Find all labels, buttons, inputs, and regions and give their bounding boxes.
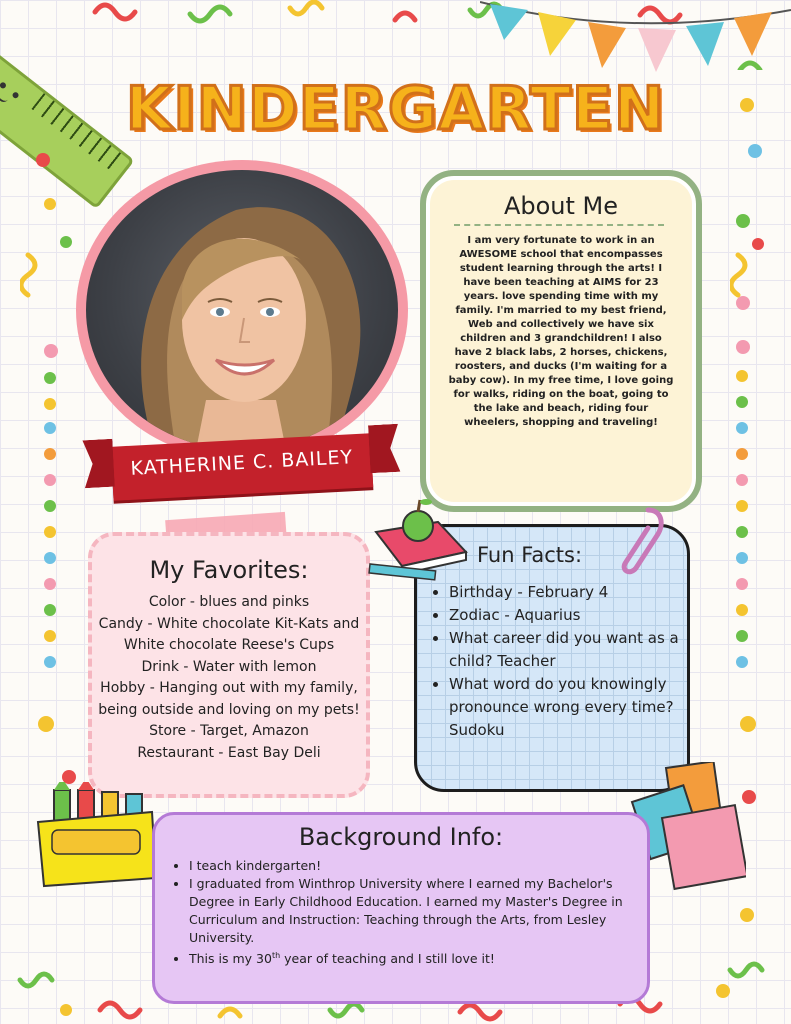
favorite-item: Candy - White chocolate Kit-Kats and White chocolate Reese's Cups xyxy=(98,615,360,653)
right-squiggle xyxy=(730,250,770,310)
favorite-item: Hobby - Hanging out with my family, being outside and loving on my pets! xyxy=(98,680,360,718)
fun-facts-list xyxy=(425,581,711,742)
paperclip-icon xyxy=(618,504,668,576)
background-info-list xyxy=(165,857,655,968)
favorite-item: Store - Target, Amazon xyxy=(149,723,309,739)
background-item xyxy=(189,947,655,968)
teacher-photo-frame xyxy=(76,160,408,460)
crayons-box-icon xyxy=(34,782,164,890)
favorite-item: Restaurant - East Bay Deli xyxy=(137,744,321,761)
background-item-text: year of teaching and I still love it! xyxy=(280,951,495,967)
favorites-list xyxy=(98,592,360,764)
fun-fact-item: • What career did you want as a child? Teacher xyxy=(449,627,711,673)
page-title: KINDERGARTEN xyxy=(125,74,666,144)
teacher-name: KATHERINE C. BAILEY xyxy=(129,446,354,480)
bunting-flags xyxy=(480,0,791,80)
background-item-text: This is my 30 xyxy=(189,951,272,967)
ordinal-suffix: th xyxy=(271,951,281,960)
fun-facts-heading: Fun Facts: xyxy=(477,543,583,567)
background-info-card xyxy=(152,812,650,1004)
fun-fact-item: • Zodiac - Aquarius xyxy=(449,604,711,627)
favorite-item: Color - blues and pinks xyxy=(148,594,310,610)
fun-fact-item: • Birthday - February 4 xyxy=(449,581,711,604)
favorite-item: Drink - Water with lemon xyxy=(141,658,317,675)
about-me-card xyxy=(420,170,702,512)
favorites-card xyxy=(88,532,370,798)
about-me-text: I am very fortunate to work in an AWESOME school that encompasses student learning through the arts! I have been teaching at AIMS for 23 years. love spending time with my family. I'm married to my best friend, Web and collectively we have six children and 3 grandchildren! I also have 2 black labs, 2 horses, chickens, roosters, and ducks (I'm waiting for a baby cow). In my free time, I love going for walks, riding on the boat, going to the lake and beach, riding four wheelers, shopping and traveling! xyxy=(448,235,674,428)
about-divider xyxy=(454,224,664,226)
teacher-photo xyxy=(86,170,398,450)
background-item: • I graduated from Winthrop University where I earned my Bachelor's Degree in Early Childhood Education. I earned my Master's Degree in Curriculum and Instruction: Teaching through the Arts, from Lesley University. xyxy=(189,875,655,947)
fun-fact-item: • What word do you knowingly pronounce wrong every time? Sudoku xyxy=(449,673,711,742)
books-apple-icon xyxy=(368,488,472,584)
favorites-heading: My Favorites: xyxy=(149,556,309,584)
left-squiggle xyxy=(20,250,60,310)
about-me-heading: About Me xyxy=(503,192,619,220)
background-item: • I teach kindergarten! xyxy=(189,857,655,875)
name-ribbon xyxy=(111,433,373,501)
background-info-heading: Background Info: xyxy=(298,823,504,851)
